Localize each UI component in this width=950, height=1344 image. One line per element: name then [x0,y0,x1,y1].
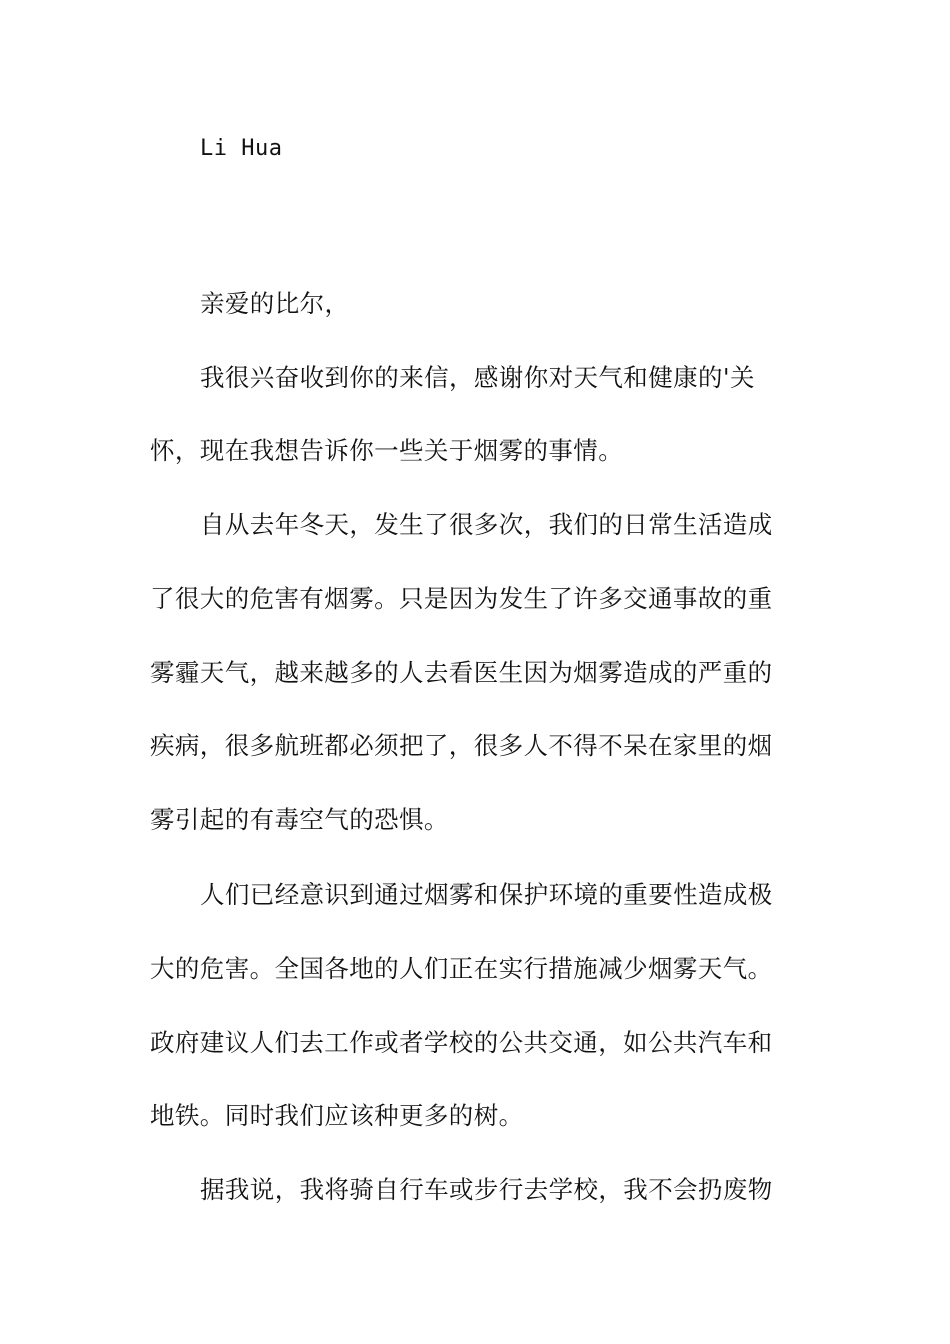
paragraph-line: 人们已经意识到通过烟雾和保护环境的重要性造成极 [200,880,773,909]
paragraph-line: 雾引起的有毒空气的恐惧。 [150,805,449,834]
paragraph-line: 怀，现在我想告诉你一些关于烟雾的事情。 [150,436,624,465]
paragraph-line: 雾霾天气，越来越多的人去看医生因为烟雾造成的严重的 [150,658,773,687]
paragraph-line: 据我说，我将骑自行车或步行去学校，我不会扔废物 [200,1175,773,1204]
paragraph-line: 疾病，很多航班都必须把了，很多人不得不呆在家里的烟 [150,731,773,760]
letter-greeting: 亲爱的比尔， [200,289,350,318]
signature-name: Li Hua [200,136,283,161]
paragraph-line: 地铁。同时我们应该种更多的树。 [150,1101,524,1130]
paragraph-line: 政府建议人们去工作或者学校的公共交通，如公共汽车和 [150,1028,773,1057]
paragraph-line: 大的危害。全国各地的人们正在实行措施减少烟雾天气。 [150,954,773,983]
paragraph-line: 自从去年冬天，发生了很多次，我们的日常生活造成 [200,510,773,539]
paragraph-line: 了很大的危害有烟雾。只是因为发生了许多交通事故的重 [150,584,773,613]
paragraph-line: 我很兴奋收到你的来信，感谢你对天气和健康的'关 [200,363,755,392]
